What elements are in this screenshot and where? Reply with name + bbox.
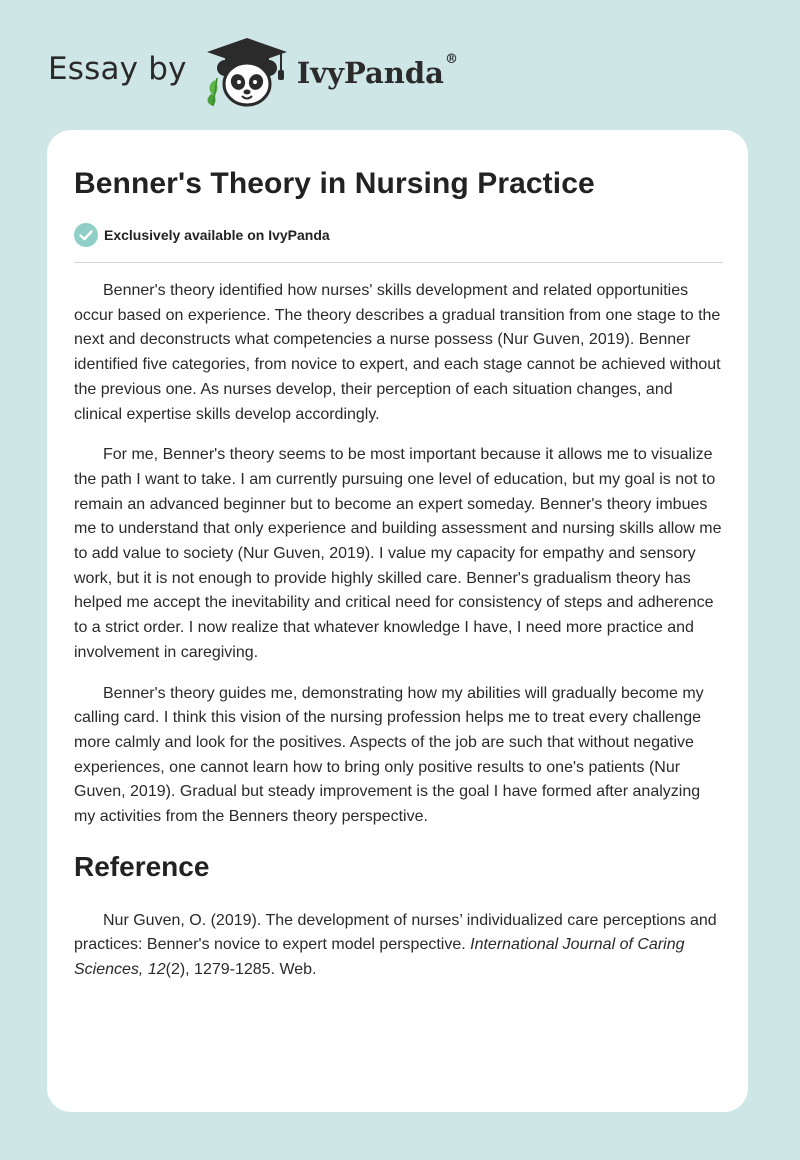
reference-entry bbox=[74, 909, 723, 983]
brand-prefix: Essay by bbox=[48, 51, 187, 87]
paragraph-1: Benner's theory identified how nurses' skills development and related opportunities occur based on experience. The theory describes a gradual transition from one stage to the next and deconstructs what competencies a nurse possess (Nur Guven, 2019). Benner identified five categories, from novice to expert, and each stage cannot be achieved without the previous one. As nurses develop, their perception of each situation changes, and clinical expertise skills develop accordingly. bbox=[74, 282, 721, 423]
reference-details: (2), 1279-1285. Web. bbox=[165, 961, 317, 979]
exclusive-badge bbox=[74, 222, 723, 248]
divider bbox=[74, 262, 723, 263]
page-title: Benner's Theory in Nursing Practice bbox=[74, 167, 595, 200]
panda-graduate-icon[interactable] bbox=[201, 36, 293, 108]
essay-content bbox=[74, 164, 723, 983]
reference-journal: International Journal of Caring Sciences, 12 bbox=[74, 936, 685, 979]
reference-text: Nur Guven, O. (2019). The development of nurses’ individualized care perceptions and practices: Benner's novice to expert model perspective. bbox=[74, 911, 717, 954]
paragraph-3: Benner's theory guides me, demonstrating how my abilities will gradually become my calling card. I think this vision of the nursing profession helps me to treat every challenge more calmly and look for the positives. Aspects of the job are such that without negative experiences, one cannot learn how to bring only positive results to one's patients (Nur Guven, 2019). Gradual but steady improvement is the goal I have formed after analyzing my activities from the Benners theory perspective. bbox=[74, 684, 704, 826]
reference-heading: Reference bbox=[74, 850, 210, 882]
brand-name: IvyPanda ® bbox=[296, 52, 458, 90]
check-circle-icon bbox=[74, 223, 98, 247]
brand-header bbox=[48, 36, 458, 108]
essay-card bbox=[47, 130, 748, 1112]
exclusive-text: Exclusively available on IvyPanda bbox=[104, 227, 330, 243]
registered-mark: ® bbox=[444, 52, 458, 67]
paragraph-2: For me, Benner's theory seems to be most important because it allows me to visualize the path I want to take. I am currently pursuing one level of education, but my goal is not to remain an advanced beginner but to become an expert someday. Benner's theory imbues me to understand that only experience and building assessment and nursing skills allow me to add value to society (Nur Guven, 2019). I value my capacity for empathy and sensory work, but it is not enough to provide highly skilled care. Benner's gradualism theory has helped me accept the inevitability and critical need for consistency of steps and adherence to a strict order. I now realize that whatever knowledge I have, I need more practice and involvement in caregiving. bbox=[74, 446, 722, 661]
